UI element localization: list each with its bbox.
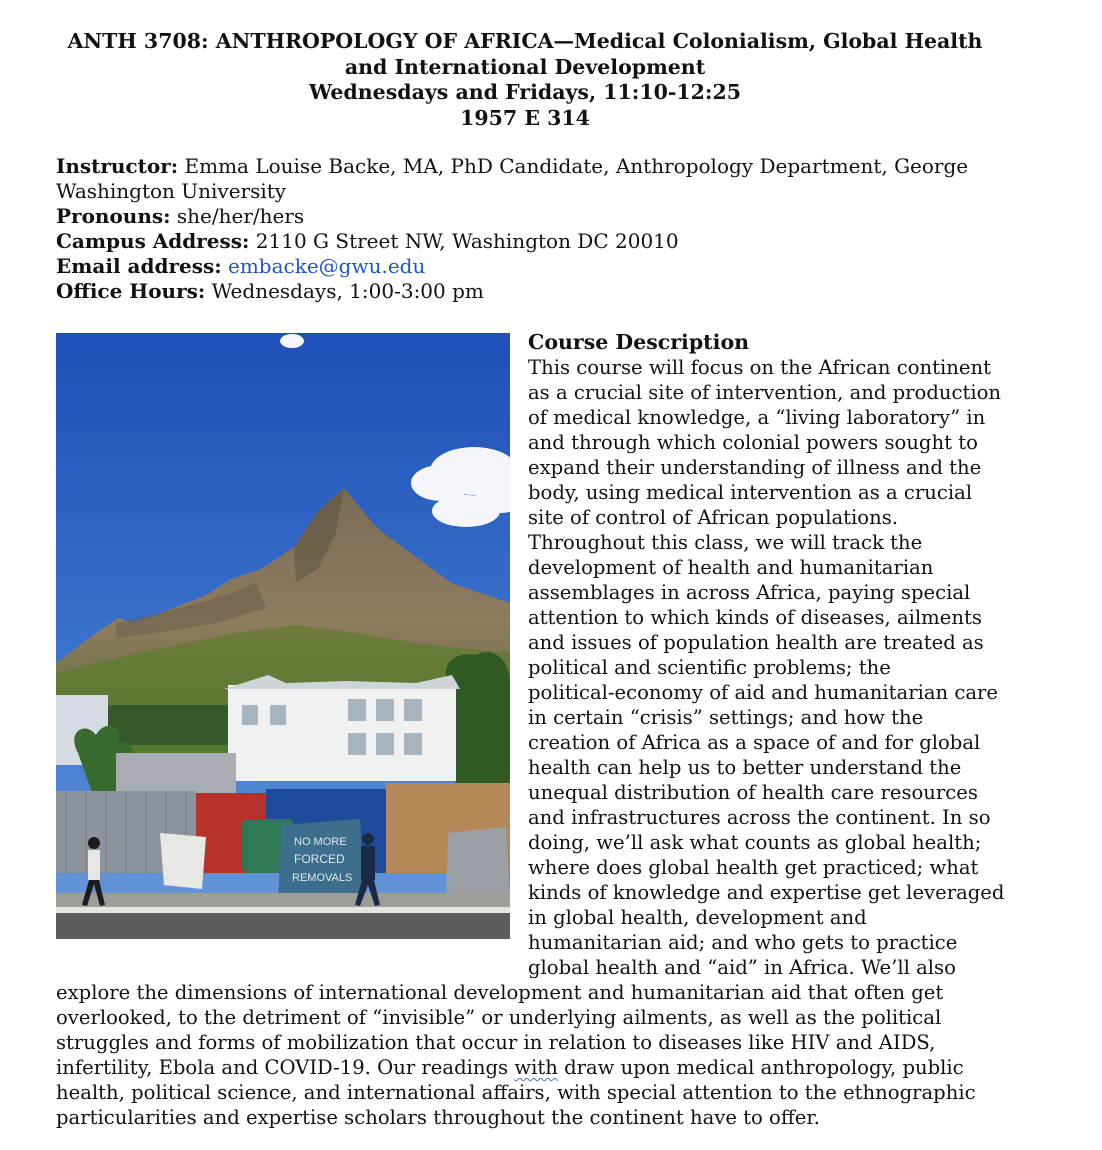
description-line: and issues of population health are treated as [528, 631, 984, 654]
description-line: global health and “aid” in Africa. We’ll also [528, 956, 956, 979]
spellcheck-flagged-word[interactable]: with [514, 1056, 558, 1079]
course-schedule: Wednesdays and Fridays, 11:10-12:25 [309, 80, 741, 104]
description-line: unequal distribution of health care resources [528, 781, 978, 804]
pronouns-row [56, 204, 1016, 229]
description-line: struggles and forms of mobilization that occur in relation to diseases like HIV and AIDS, [56, 1031, 936, 1054]
description-line: body, using medical intervention as a crucial [528, 481, 973, 504]
instructor-label: Instructor: [56, 154, 179, 178]
description-line: creation of Africa as a space of and for global [528, 731, 981, 754]
description-line: development of health and humanitarian [528, 556, 934, 579]
description-line [56, 1055, 1056, 1080]
grey-shed [116, 753, 236, 793]
instructor-row-continued: Washington University [56, 179, 287, 203]
description-line: of medical knowledge, a “living laboratory” in [528, 406, 986, 429]
instructor-value: Emma Louise Backe, MA, PhD Candidate, Anthropology Department, George [178, 154, 969, 178]
description-line: site of control of African populations. [528, 506, 898, 529]
course-description-heading: Course Description [528, 330, 750, 354]
course-title-line-2: and International Development [344, 54, 706, 79]
email-label: Email address: [56, 254, 222, 278]
description-line: doing, we’ll ask what counts as global health; [528, 831, 982, 854]
banner-text-2: FORCED [294, 852, 345, 866]
description-line: health, political science, and international affairs, with special attention to the ethnographic [56, 1081, 976, 1104]
banner-text-1: NO MORE [294, 836, 347, 848]
office-hours-value: Wednesdays, 1:00-3:00 pm [205, 279, 484, 303]
description-line: This course will focus on the African continent [528, 356, 991, 379]
instructor-row [56, 154, 1016, 179]
description-line: and through which colonial powers sought to [528, 431, 978, 454]
description-line: explore the dimensions of international development and humanitarian aid that often get [56, 981, 944, 1004]
description-line: and infrastructures across the continent. In so [528, 806, 991, 829]
grey-tarp [446, 827, 510, 899]
office-hours-row [56, 279, 1016, 304]
course-room: 1957 E 314 [460, 105, 590, 130]
description-line: in global health, development and [528, 906, 867, 929]
table-mountain-photo [56, 333, 510, 939]
description-line: political and scientific problems; the [528, 656, 891, 679]
description-line: political-economy of aid and humanitarian care [528, 681, 999, 704]
pronouns-label: Pronouns: [56, 204, 171, 228]
description-line: kinds of knowledge and expertise get leveraged [528, 881, 1005, 904]
white-sheet [160, 833, 206, 889]
campus-address-row [56, 229, 1016, 254]
course-title-line-1: ANTH 3708: ANTHROPOLOGY OF AFRICA—Medical Colonialism, Global Health [67, 29, 983, 53]
pronouns-value: she/her/hers [170, 204, 305, 228]
instructor-info [56, 154, 1016, 304]
description-line: humanitarian aid; and who gets to practice [528, 931, 958, 954]
course-description-continued [56, 980, 1056, 1130]
road-edge [56, 907, 510, 913]
office-hours-label: Office Hours: [56, 279, 206, 303]
description-line: in certain “crisis” settings; and how the [528, 706, 924, 729]
campus-address-value: 2110 G Street NW, Washington DC 20010 [249, 229, 679, 253]
course-title-block [40, 29, 1010, 131]
email-row [56, 254, 1016, 279]
banner-text-3: REMOVALS [292, 872, 353, 884]
campus-address-label: Campus Address: [56, 229, 250, 253]
description-line: assemblages in across Africa, paying special [528, 581, 971, 604]
description-line: as a crucial site of intervention, and production [528, 381, 1002, 404]
description-line: health can help us to better understand the [528, 756, 962, 779]
description-line-end: draw upon medical anthropology, public [557, 1056, 964, 1079]
description-line: overlooked, to the detriment of “invisible” or underlying ailments, as well as the political [56, 1006, 942, 1029]
description-line: where does global health get practiced; what [528, 856, 979, 879]
email-link[interactable]: embacke@gwu.edu [227, 254, 426, 278]
course-description [528, 330, 1005, 980]
description-line: expand their understanding of illness and the [528, 456, 982, 479]
description-line: attention to which kinds of diseases, ailments [528, 606, 982, 629]
description-line: particularities and expertise scholars throughout the continent have to offer. [56, 1106, 820, 1129]
description-line: Throughout this class, we will track the [528, 531, 923, 554]
description-line-start: infertility, Ebola and COVID-19. Our readings [56, 1056, 515, 1079]
road [56, 913, 510, 939]
